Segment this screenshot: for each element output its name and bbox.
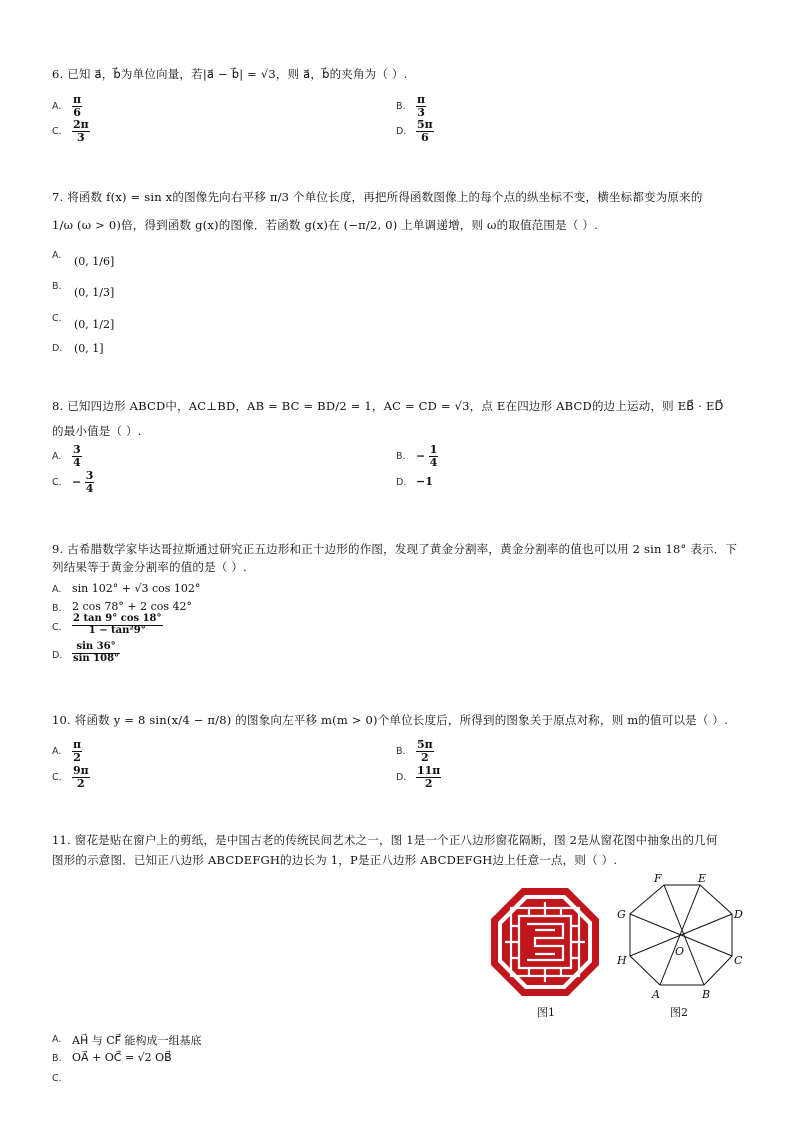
q10-c-den: 2	[77, 776, 85, 790]
q9-line2: 列结果等于黄金分割率的值的是（ ）.	[52, 560, 247, 574]
q9-c-den: 1 − tan²9°	[88, 624, 146, 636]
vertex-d-label: D	[734, 908, 743, 921]
q11-line2: 图形的示意图．已知正八边形 ABCDEFGH的边长为 1，P是正八边形 ABCDEFGH边上任意一点，则（ ）.	[52, 853, 618, 867]
q7-option-b: (0, 1/3]	[74, 286, 115, 299]
q6-option-a	[72, 94, 82, 118]
q8-b-sign: −	[416, 449, 426, 463]
q10-option-a	[72, 739, 82, 763]
q7-option-d: (0, 1]	[74, 342, 104, 355]
q6-b-num: π	[417, 93, 426, 106]
q10-option-c	[72, 765, 90, 789]
q8-option-d-label: D.	[396, 477, 407, 488]
q9-d-den: sin 108°	[73, 652, 120, 664]
q6-a-den: 6	[73, 105, 81, 119]
q8-option-a	[72, 444, 82, 468]
q9-d-num: sin 36°	[72, 642, 120, 654]
q7-option-a-label: A.	[52, 250, 62, 261]
q8-option-a-label: A.	[52, 451, 62, 462]
q7-option-c-label: C.	[52, 313, 62, 324]
q8-option-b	[416, 444, 438, 468]
q6-a-num: π	[73, 93, 82, 106]
q8-a-num: 3	[73, 443, 81, 456]
q11-line1: 11. 窗花是贴在窗户上的剪纸，是中国古老的传统民间艺术之一，图 1是一个正八边形窗花隔断，图 2是从窗花图中抽象出的几何	[52, 833, 718, 847]
q11-option-c-label: C.	[52, 1073, 62, 1084]
q10-option-a-label: A.	[52, 746, 62, 757]
q10-a-den: 2	[73, 750, 81, 764]
q7-line1: 7. 将函数 f(x) = sin x的图像先向右平移 π/3 个单位长度，再把所得函数图像上的每个点的纵坐标不变，横坐标都变为原来的	[52, 190, 703, 204]
vertex-a-label: A	[652, 988, 660, 1001]
q8-a-den: 4	[73, 455, 81, 469]
q6-d-den: 6	[421, 130, 429, 144]
fig1-caption: 图1	[537, 1006, 555, 1019]
q8-c-num: 3	[85, 469, 94, 482]
q7-option-b-label: B.	[52, 281, 62, 292]
q7-option-d-label: D.	[52, 343, 63, 354]
q6-d-num: 5π	[417, 118, 433, 131]
q6-b-den: 3	[417, 105, 425, 119]
q9-option-b-label: B.	[52, 603, 62, 614]
q8-line2: 的最小值是（ ）.	[52, 424, 142, 438]
q10-d-num: 11π	[417, 764, 441, 777]
q11-option-a: AH⃗ 与 CF⃗ 能构成一组基底	[72, 1034, 202, 1047]
q10-b-num: 5π	[417, 738, 433, 751]
q9-option-c-label: C.	[52, 622, 62, 633]
vertex-h-label: H	[617, 954, 627, 967]
q9-option-b: 2 cos 78° + 2 cos 42°	[72, 600, 193, 613]
q6-option-d-label: D.	[396, 126, 407, 137]
q10-b-den: 2	[421, 750, 429, 764]
vertex-e-label: E	[698, 872, 707, 885]
q10-a-num: π	[73, 738, 82, 751]
q6-option-c-label: C.	[52, 126, 62, 137]
vertex-g-label: G	[617, 908, 626, 921]
q8-b-den: 4	[429, 455, 438, 469]
q6-option-b	[416, 94, 426, 118]
q7-line2: 1/ω (ω > 0)倍，得到函数 g(x)的图像．若函数 g(x)在 (−π/2, 0) 上单调递增，则 ω的取值范围是（ ）.	[52, 218, 598, 232]
q6-option-c	[72, 119, 90, 143]
q8-b-num: 1	[429, 443, 438, 456]
q8-c-den: 4	[85, 481, 94, 495]
q6-option-a-label: A.	[52, 101, 62, 112]
q8-option-c-label: C.	[52, 477, 62, 488]
q11-option-a-label: A.	[52, 1034, 62, 1045]
q10-option-b-label: B.	[396, 746, 406, 757]
q8-option-b-label: B.	[396, 451, 406, 462]
q11-option-b-label: B.	[52, 1053, 62, 1064]
octagon-diagram-icon	[612, 870, 752, 1004]
q6-c-den: 3	[77, 130, 85, 144]
q8-option-c	[72, 470, 94, 494]
q6-stem: 6. 已知 a⃗，b⃗为单位向量，若|a⃗ − b⃗| = √3，则 a⃗，b⃗的夹角为（ ）.	[52, 67, 408, 81]
q9-option-d	[72, 642, 120, 664]
q10-option-d	[416, 765, 441, 789]
q9-line1: 9. 古希腊数学家毕达哥拉斯通过研究正五边形和正十边形的作图，发现了黄金分割率，黄金分割率的值也可以用 2 sin 18° 表示．下	[52, 542, 738, 556]
vertex-b-label: B	[702, 988, 711, 1001]
q9-c-num: 2 tan 9° cos 18°	[73, 613, 162, 624]
q8-option-d: −1	[416, 475, 433, 488]
vertex-c-label: C	[734, 954, 743, 967]
q9-option-c	[72, 614, 163, 636]
q9-option-a-label: A.	[52, 584, 62, 595]
q10-option-b	[416, 739, 434, 763]
q10-d-den: 2	[424, 776, 433, 790]
q8-c-sign: −	[72, 475, 82, 489]
q10-option-d-label: D.	[396, 772, 407, 783]
q6-c-num: 2π	[73, 118, 89, 131]
q9-option-a: sin 102° + √3 cos 102°	[72, 582, 201, 595]
q10-stem: 10. 将函数 y = 8 sin(x/4 − π/8) 的图象向左平移 m(m > 0)个单位长度后，所得到的图象关于原点对称，则 m的值可以是（ ）.	[52, 713, 728, 727]
q7-option-a: (0, 1/6]	[74, 255, 115, 268]
fig2-caption: 图2	[670, 1006, 688, 1019]
q9-option-d-label: D.	[52, 650, 63, 661]
q6-option-d	[416, 119, 434, 143]
octagon-window-lattice-icon	[489, 886, 601, 998]
q6-option-b-label: B.	[396, 101, 406, 112]
vertex-f-label: F	[654, 872, 662, 885]
q8-line1: 8. 已知四边形 ABCD中，AC⊥BD，AB = BC = BD/2 = 1，AC = CD = √3，点 E在四边形 ABCD的边上运动，则 EB⃗ · ED⃗	[52, 399, 724, 413]
q7-option-c: (0, 1/2]	[74, 318, 115, 331]
q10-option-c-label: C.	[52, 772, 62, 783]
q10-c-num: 9π	[73, 764, 89, 777]
q11-option-b: OA⃗ + OC⃗ = √2 OB⃗	[72, 1051, 172, 1064]
center-o-label: O	[675, 945, 685, 958]
